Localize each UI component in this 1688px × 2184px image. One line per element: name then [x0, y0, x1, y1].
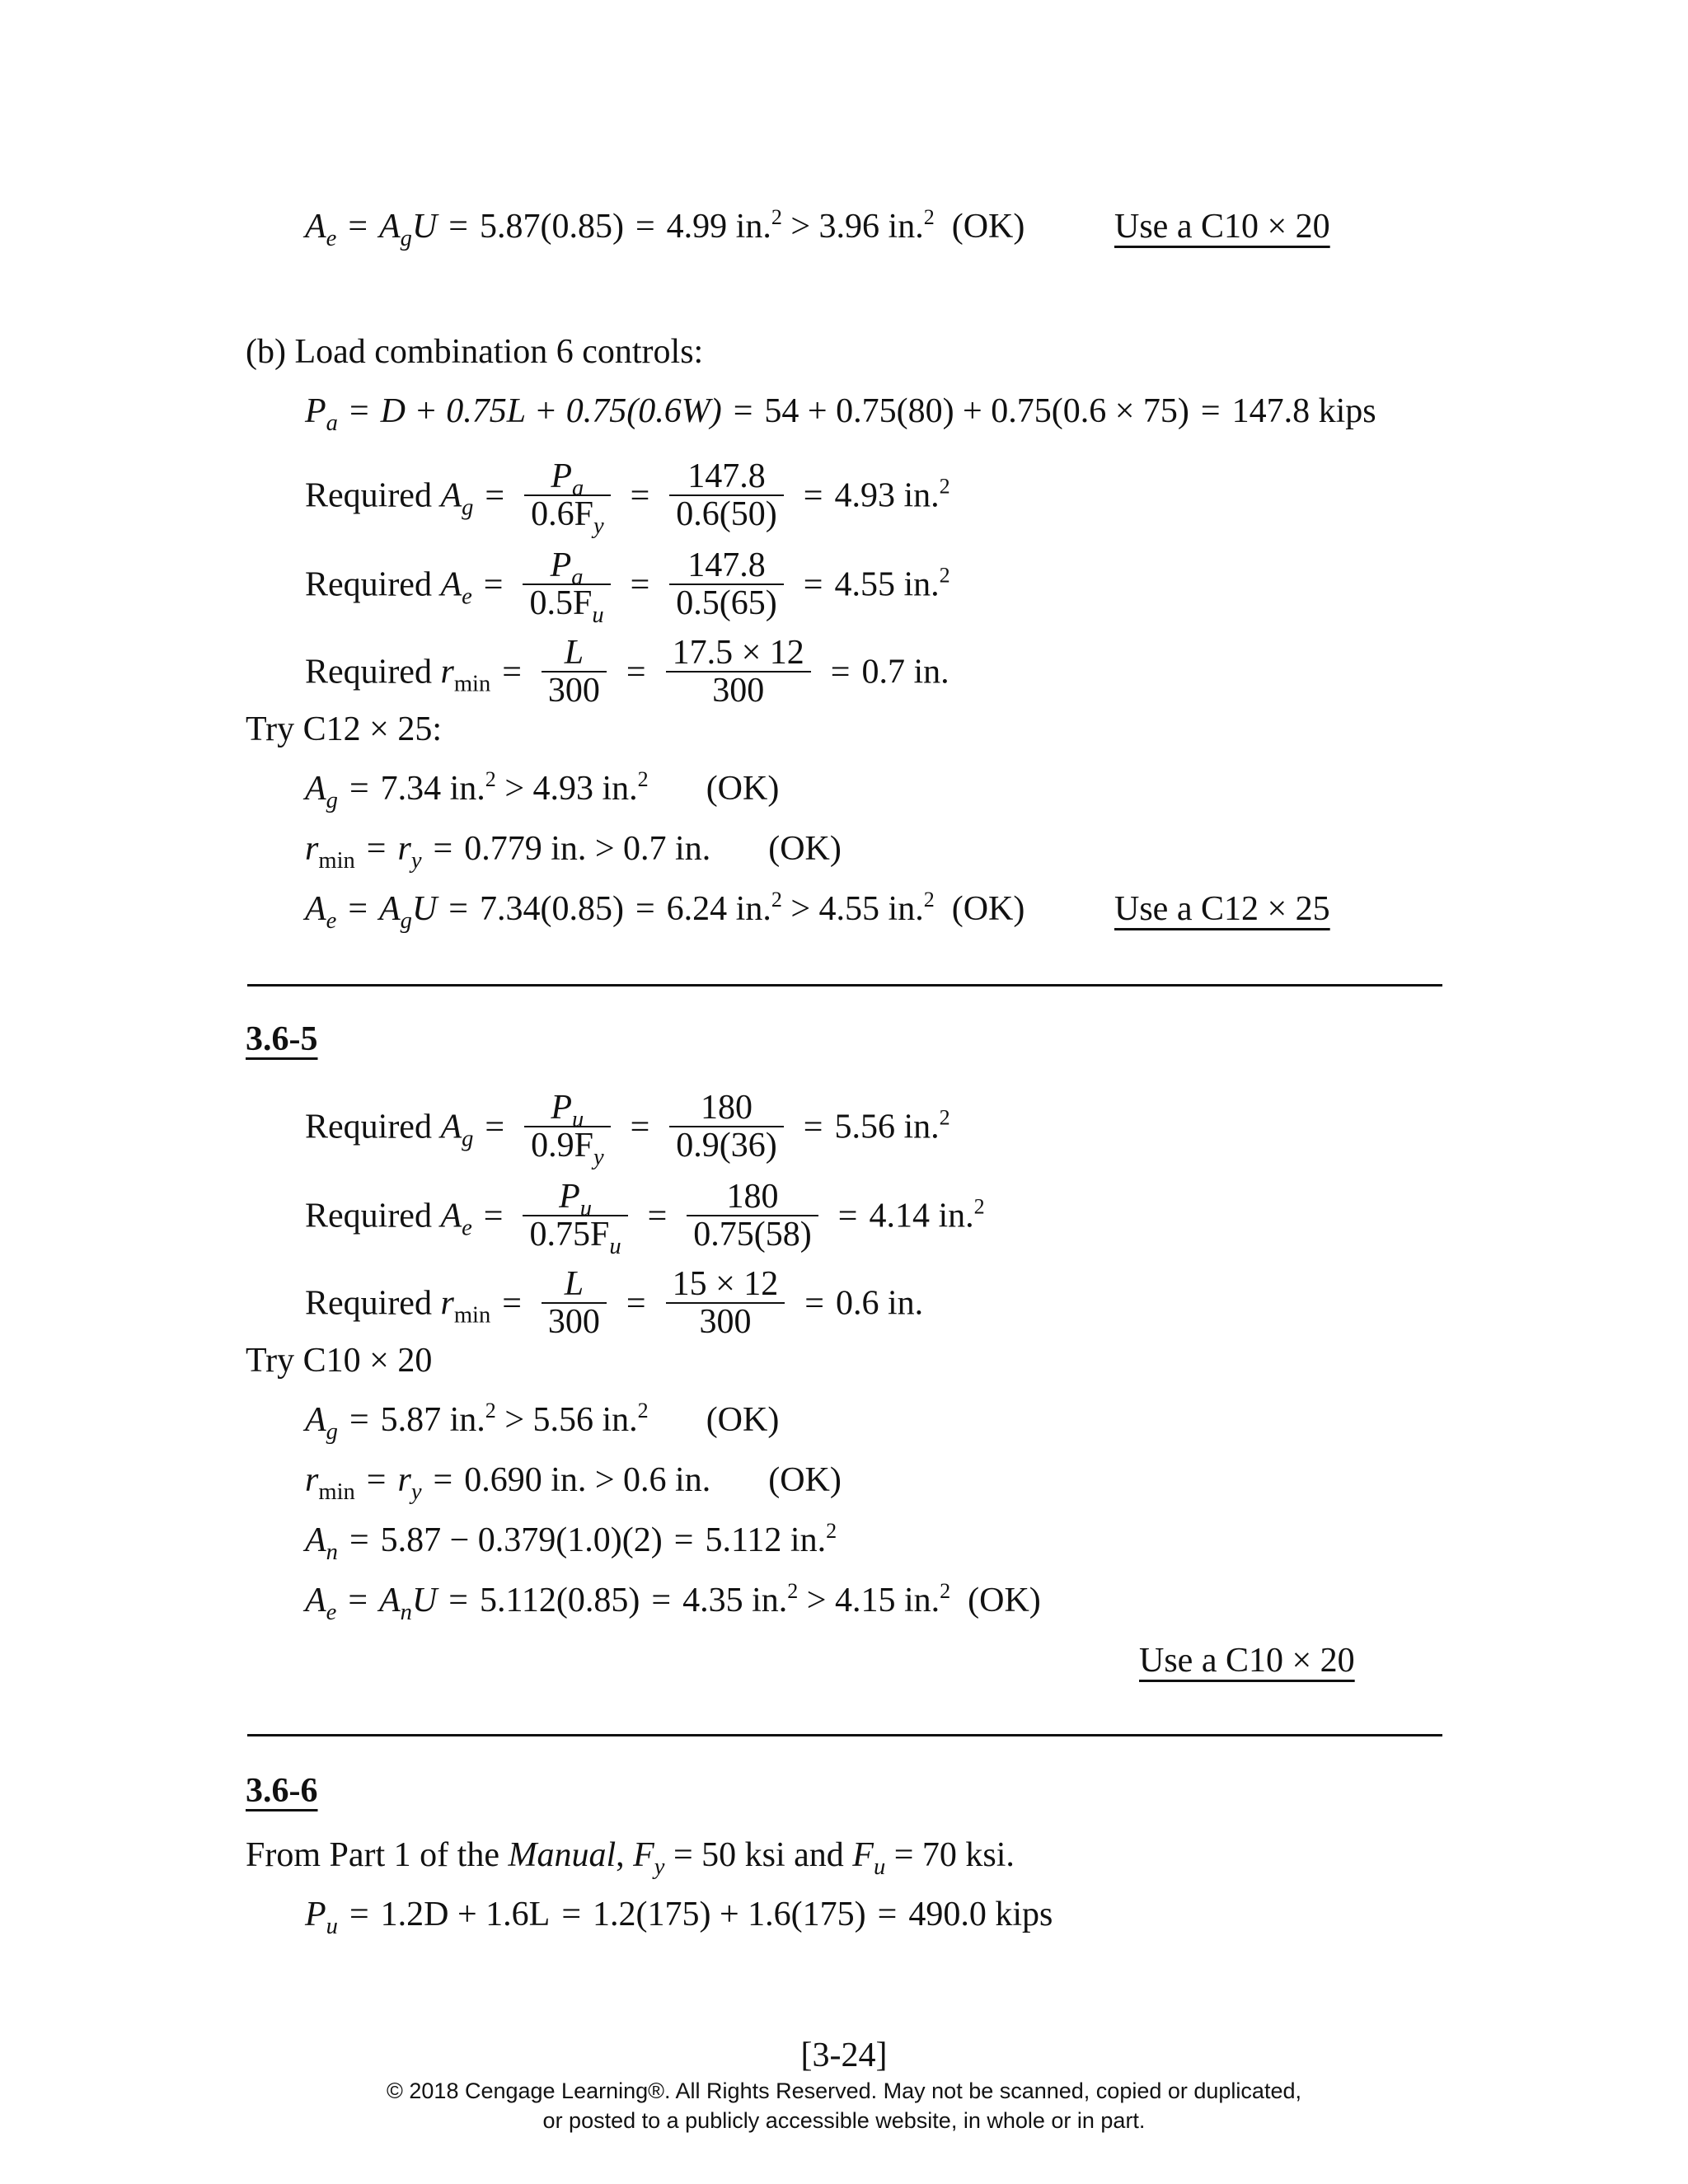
fraction-pu-09fy: $\frac{P_u}{0.9F_y}$ — [524, 1090, 611, 1164]
section-divider-1 — [247, 984, 1442, 987]
fraction-180-0936: $\frac{180}{0.9(36)}$ — [669, 1090, 783, 1164]
copyright-line-1: © 2018 Cengage Learning®. All Rights Reserved. May not be scanned, copied or duplicated, — [387, 2079, 1301, 2103]
page-number: [3-24] — [800, 2036, 888, 2074]
ae-check-c10: $A_e = A_nU = 5.112(0.85) = 4.35$ in.$^2$ > 4.15 in.$^2$ (OK) — [305, 1578, 1041, 1625]
use-c12x25: Use a C12 × 25 — [1114, 890, 1330, 928]
ae-equation-c10: $A_e = A_gU = 5.87(0.85) = 4.99$ in.$^2$ > 3.96 in.$^2$ (OK) — [305, 204, 1025, 251]
required-rmin-b: Required $r_{min}$ = $\frac{L}{300}$ = $\frac{17.5 \times 12}{300}$ = 0.7 in. — [305, 634, 950, 710]
problem-heading-3-6-6: 3.6-6 — [246, 1772, 318, 1810]
r-check-c12: $r_{min} = r_y = 0.779$ in. > 0.7 in. (OK) — [305, 830, 842, 874]
manual-intro: From Part 1 of the Manual, $F_y = 50$ ksi and $F_u = 70$ ksi. — [246, 1836, 1015, 1880]
pa-equation: $P_a = D + 0.75L + 0.75(0.6W) = 54 + 0.75(80) + 0.75(0.6 \times 75) = 147.8$ kips — [305, 392, 1376, 436]
required-rmin-365: Required $r_{min}$ = $\frac{L}{300}$ = $\frac{15 \times 12}{300}$ = 0.6 in. — [305, 1265, 924, 1341]
ae-check-c12: $A_e = A_gU = 7.34(0.85) = 6.24$ in.$^2$ > 4.55 in.$^2$ (OK) — [305, 887, 1025, 934]
fraction-1478-0565: $\frac{147.8}{0.5(65)}$ — [669, 547, 783, 621]
an-equation: $A_n = 5.87 - 0.379(1.0)(2) = 5.112$ in.$^2$ — [305, 1518, 837, 1565]
section-divider-2 — [247, 1734, 1442, 1736]
fraction-175x12-300: $\frac{17.5 \times 12}{300}$ — [666, 635, 811, 709]
required-ae-365: Required $A_e$ = $\frac{P_u}{0.75F_u}$ = $\frac{180}{0.75(58)}$ = 4.14 in.$^2$ — [305, 1178, 985, 1259]
pu-equation: $P_u = 1.2D + 1.6L = 1.2(175) + 1.6(175) = 490.0$ kips — [305, 1896, 1053, 1939]
fraction-180-07558: $\frac{180}{0.75(58)}$ — [687, 1179, 818, 1253]
fraction-pu-075fu: $\frac{P_u}{0.75F_u}$ — [523, 1179, 627, 1253]
fraction-l-300-b: $\frac{L}{300}$ — [542, 1266, 607, 1340]
copyright-line-2: or posted to a publicly accessible website, in whole or in part. — [542, 2108, 1146, 2133]
ag-check-c10: $A_g = 5.87$ in.$^2$ > 5.56 in.$^2$ (OK) — [305, 1398, 780, 1445]
problem-heading-3-6-5: 3.6-5 — [246, 1020, 318, 1058]
required-ag-b: Required $A_g$ = $\frac{P_a}{0.6F_y}$ = $\frac{147.8}{0.6(50)}$ = 4.93 in.$^2$ — [305, 457, 950, 539]
fraction-1478-0650: $\frac{147.8}{0.6(50)}$ — [669, 458, 783, 532]
fraction-pa-06fy: $\frac{P_a}{0.6F_y}$ — [524, 458, 611, 532]
try-c10x20: Try C10 × 20 — [246, 1342, 433, 1380]
r-check-c10: $r_{min} = r_y = 0.690$ in. > 0.6 in. (OK) — [305, 1461, 842, 1505]
ag-check-c12: $A_g = 7.34$ in.$^2$ > 4.93 in.$^2$ (OK) — [305, 766, 780, 813]
required-ag-365: Required $A_g$ = $\frac{P_u}{0.9F_y}$ = $\frac{180}{0.9(36)}$ = 5.56 in.$^2$ — [305, 1089, 950, 1170]
fraction-15x12-300: $\frac{15 \times 12}{300}$ — [666, 1266, 785, 1340]
try-c12x25: Try C12 × 25: — [246, 710, 443, 748]
use-c10x20-b: Use a C10 × 20 — [1139, 1642, 1355, 1680]
required-ae-b: Required $A_e$ = $\frac{P_a}{0.5F_u}$ = $\frac{147.8}{0.5(65)}$ = 4.55 in.$^2$ — [305, 546, 950, 628]
fraction-pa-05fu: $\frac{P_a}{0.5F_u}$ — [523, 547, 610, 621]
use-c10x20-a: Use a C10 × 20 — [1114, 208, 1330, 246]
fraction-l-300: $\frac{L}{300}$ — [542, 635, 607, 709]
part-b-title: (b) Load combination 6 controls: — [246, 333, 704, 371]
